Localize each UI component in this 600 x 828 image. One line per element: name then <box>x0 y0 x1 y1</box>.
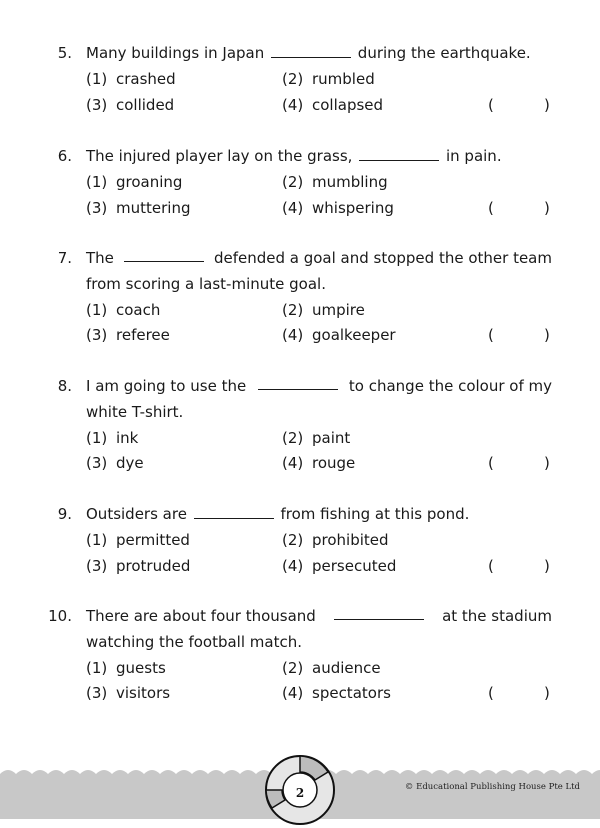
option-text: prohibited <box>312 531 389 549</box>
option-number: (1) <box>86 429 108 447</box>
stem-text: Outsiders are <box>86 505 187 523</box>
option-text: referee <box>116 326 170 344</box>
stem-text: to change the colour of my <box>348 377 552 395</box>
option-text: guests <box>116 659 166 677</box>
option-text: mumbling <box>312 173 388 191</box>
question-stem <box>86 146 552 166</box>
option-3 <box>86 95 174 115</box>
option-2 <box>282 658 381 678</box>
option-number: (3) <box>86 557 108 575</box>
answer-blank <box>258 376 338 390</box>
option-text: groaning <box>116 173 183 191</box>
option-4 <box>282 325 396 345</box>
option-text: muttering <box>116 199 191 217</box>
answer-close-paren: ) <box>544 684 550 702</box>
option-3 <box>86 453 144 473</box>
option-1 <box>86 69 176 89</box>
option-number: (4) <box>282 684 304 702</box>
answer-close-paren: ) <box>544 199 550 217</box>
answer-blank <box>334 606 424 620</box>
option-2 <box>282 69 375 89</box>
option-number: (3) <box>86 326 108 344</box>
option-text: rumbled <box>312 70 375 88</box>
option-text: rouge <box>312 454 356 472</box>
question-number: 8. <box>57 377 72 395</box>
stem-line <box>86 376 552 396</box>
option-4 <box>282 556 396 576</box>
stem-text: Many buildings in Japan <box>86 44 265 62</box>
option-text: goalkeeper <box>312 326 396 344</box>
option-2 <box>282 428 350 448</box>
option-number: (2) <box>282 173 304 191</box>
answer-open-paren: ( <box>488 96 494 114</box>
stem-text: from scoring a last-minute goal. <box>86 275 326 293</box>
option-text: collided <box>116 96 175 114</box>
stem-text: The <box>86 249 114 267</box>
answer-close-paren: ) <box>544 326 550 344</box>
option-1 <box>86 428 138 448</box>
option-text: visitors <box>116 684 171 702</box>
option-number: (4) <box>282 96 304 114</box>
option-number: (1) <box>86 531 108 549</box>
option-1 <box>86 300 160 320</box>
option-text: permitted <box>116 531 190 549</box>
question-number: 9. <box>57 505 72 523</box>
option-1 <box>86 658 166 678</box>
question-stem <box>86 248 552 294</box>
option-4 <box>282 683 391 703</box>
stem-line <box>86 248 552 268</box>
answer-blank <box>124 248 204 262</box>
stem-line <box>86 402 552 422</box>
question-stem <box>86 504 552 524</box>
stem-text: at the stadium <box>442 607 552 625</box>
answer-blank <box>194 505 274 519</box>
stem-text: defended a goal and stopped the other team <box>213 249 552 267</box>
answer-blank <box>271 44 351 58</box>
option-text: protruded <box>116 557 191 575</box>
question-number: 7. <box>57 249 72 267</box>
stem-line <box>86 274 552 294</box>
option-3 <box>86 198 190 218</box>
option-text: ink <box>116 429 139 447</box>
stem-line <box>86 632 552 652</box>
option-number: (2) <box>282 429 304 447</box>
question-stem <box>86 606 552 652</box>
option-1 <box>86 172 182 192</box>
option-text: spectators <box>312 684 391 702</box>
stem-text: There are about four thousand <box>86 607 316 625</box>
option-number: (4) <box>282 326 304 344</box>
option-text: crashed <box>116 70 176 88</box>
option-number: (2) <box>282 70 304 88</box>
option-number: (4) <box>282 557 304 575</box>
answer-close-paren: ) <box>544 454 550 472</box>
option-number: (1) <box>86 173 108 191</box>
option-number: (3) <box>86 96 108 114</box>
option-4 <box>282 453 355 473</box>
option-number: (1) <box>86 70 108 88</box>
answer-open-paren: ( <box>488 684 494 702</box>
option-2 <box>282 530 389 550</box>
answer-close-paren: ) <box>544 557 550 575</box>
answer-close-paren: ) <box>544 96 550 114</box>
option-1 <box>86 530 190 550</box>
answer-open-paren: ( <box>488 557 494 575</box>
option-number: (2) <box>282 659 304 677</box>
option-number: (4) <box>282 199 304 217</box>
option-3 <box>86 556 190 576</box>
answer-open-paren: ( <box>488 326 494 344</box>
option-3 <box>86 683 170 703</box>
stem-text: I am going to use the <box>86 377 247 395</box>
stem-text: watching the football match. <box>86 633 302 651</box>
stem-text: from fishing at this pond. <box>280 505 470 523</box>
option-text: umpire <box>312 301 365 319</box>
option-3 <box>86 325 170 345</box>
option-number: (3) <box>86 684 108 702</box>
option-number: (2) <box>282 301 304 319</box>
copyright-text: © Educational Publishing House Pte Ltd <box>404 782 580 792</box>
question-number: 6. <box>57 147 72 165</box>
option-number: (1) <box>86 301 108 319</box>
answer-open-paren: ( <box>488 454 494 472</box>
question-number: 10. <box>48 607 72 625</box>
page-number: 2 <box>295 786 305 800</box>
option-number: (3) <box>86 454 108 472</box>
stem-line <box>86 606 552 626</box>
answer-blank <box>359 147 439 161</box>
option-text: paint <box>312 429 351 447</box>
stem-text: in pain. <box>445 147 502 165</box>
option-4 <box>282 95 383 115</box>
option-text: collapsed <box>312 96 384 114</box>
stem-text: white T-shirt. <box>86 403 184 421</box>
stem-text: The injured player lay on the grass, <box>86 147 353 165</box>
option-2 <box>282 172 388 192</box>
option-number: (4) <box>282 454 304 472</box>
question-number: 5. <box>57 44 72 62</box>
question-stem <box>86 376 552 422</box>
option-2 <box>282 300 365 320</box>
stem-text: during the earthquake. <box>357 44 531 62</box>
option-text: coach <box>116 301 161 319</box>
option-text: whispering <box>312 199 394 217</box>
option-text: dye <box>116 454 144 472</box>
option-text: audience <box>312 659 381 677</box>
question-stem <box>86 43 552 63</box>
option-4 <box>282 198 394 218</box>
answer-open-paren: ( <box>488 199 494 217</box>
option-number: (2) <box>282 531 304 549</box>
option-number: (1) <box>86 659 108 677</box>
option-number: (3) <box>86 199 108 217</box>
option-text: persecuted <box>312 557 397 575</box>
